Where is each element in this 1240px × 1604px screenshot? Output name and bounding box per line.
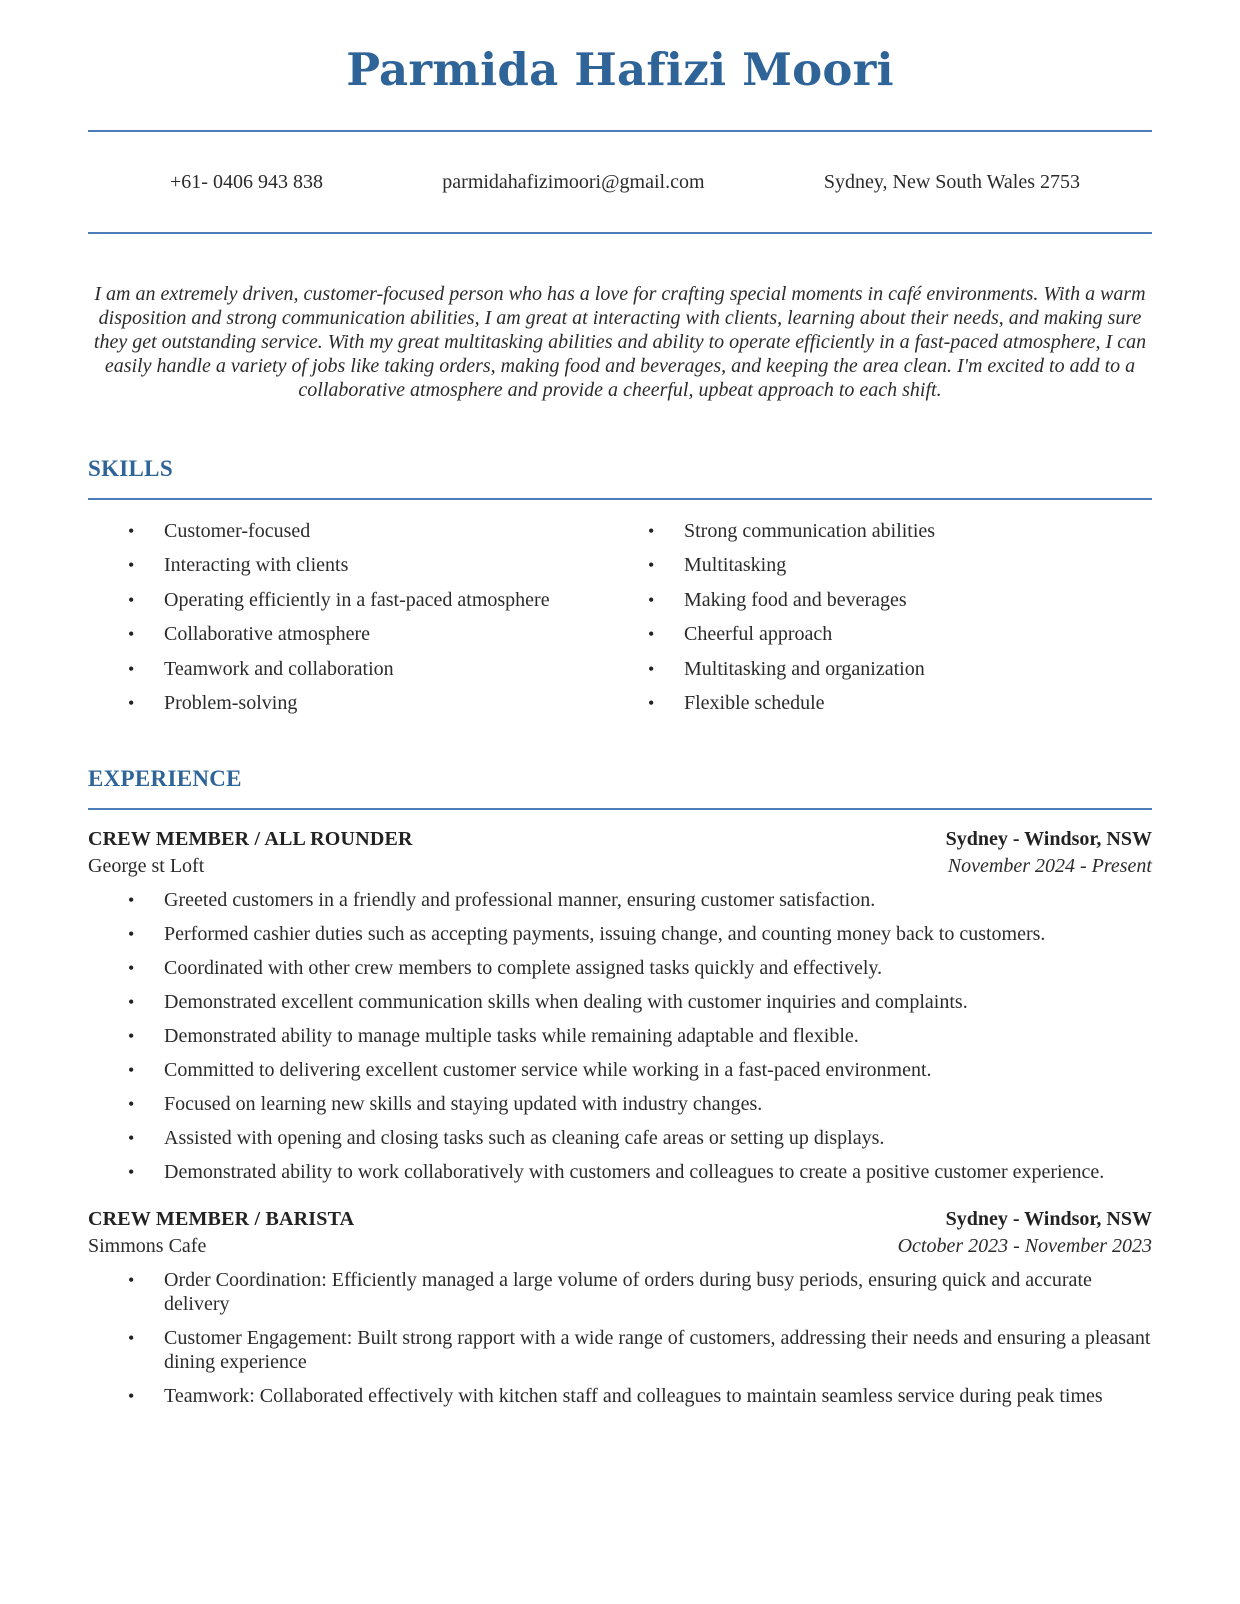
responsibility-item: • Order Coordination: Efficiently managed a large volume of orders during busy periods, ensuring quick and accurate delivery bbox=[88, 1268, 1152, 1316]
job-dates: November 2024 - Present bbox=[947, 855, 1152, 878]
skills-list bbox=[88, 514, 1152, 720]
job-header bbox=[88, 826, 1152, 852]
job-header bbox=[88, 1206, 1152, 1232]
contact-email[interactable]: parmidahafizimoori@gmail.com bbox=[442, 170, 705, 193]
responsibility-item: • Demonstrated ability to manage multiple tasks while remaining adaptable and flexible. bbox=[88, 1024, 1152, 1048]
skill-item: • Multitasking bbox=[608, 548, 1128, 582]
contact-location: Sydney, New South Wales 2753 bbox=[823, 170, 1080, 193]
skill-item: • Problem-solving bbox=[88, 686, 608, 720]
skill-item: • Collaborative atmosphere bbox=[88, 617, 608, 651]
responsibility-item: • Demonstrated excellent communication skills when dealing with customer inquiries and complaints. bbox=[88, 990, 1152, 1014]
job-subheader bbox=[88, 1232, 1152, 1260]
job-dates: October 2023 - November 2023 bbox=[897, 1235, 1152, 1258]
experience-heading: EXPERIENCE bbox=[88, 766, 242, 792]
header-bottom-divider bbox=[88, 232, 1152, 234]
job-company: George st Loft bbox=[88, 855, 205, 878]
job-responsibilities bbox=[88, 1268, 1152, 1408]
skill-item: • Strong communication abilities bbox=[608, 514, 1128, 548]
job-company: Simmons Cafe bbox=[88, 1235, 207, 1258]
responsibility-item: • Customer Engagement: Built strong rapport with a wide range of customers, addressing their needs and ensuring a pleasant dining experience bbox=[88, 1326, 1152, 1374]
job-title: CREW MEMBER / BARISTA bbox=[88, 1208, 355, 1231]
responsibility-item: • Demonstrated ability to work collaboratively with customers and colleagues to create a positive customer experience. bbox=[88, 1160, 1152, 1184]
job-title: CREW MEMBER / ALL ROUNDER bbox=[88, 828, 413, 851]
professional-summary: I am an extremely driven, customer-focused person who has a love for crafting special moments in café environments. With a warm disposition and strong communication abilities, I am great at interacting with clients, learning about their needs, and making sure they get outstanding service. With my great multitasking abilities and ability to operate efficiently in a fast-paced atmosphere, I can easily handle a variety of jobs like taking orders, making food and beverages, and keeping the area clean. I'm excited to add to a collaborative atmosphere and provide a cheerful, upbeat approach to each shift. bbox=[93, 283, 1147, 401]
responsibility-item: • Greeted customers in a friendly and professional manner, ensuring customer satisfaction. bbox=[88, 888, 1152, 912]
skill-item: • Cheerful approach bbox=[608, 617, 1128, 651]
skill-item: • Making food and beverages bbox=[608, 583, 1128, 617]
skills-heading: SKILLS bbox=[88, 456, 173, 481]
skill-item: • Operating efficiently in a fast-paced atmosphere bbox=[88, 583, 608, 617]
job-location: Sydney - Windsor, NSW bbox=[945, 1208, 1152, 1231]
contact-phone: +61- 0406 943 838 bbox=[170, 170, 323, 193]
candidate-name: Parmida Hafizi Moori bbox=[346, 43, 894, 96]
responsibility-item: • Teamwork: Collaborated effectively with kitchen staff and colleagues to maintain seamless service during peak times bbox=[88, 1384, 1152, 1408]
responsibility-item: • Performed cashier duties such as accepting payments, issuing change, and counting money back to customers. bbox=[88, 922, 1152, 946]
skill-item: • Interacting with clients bbox=[88, 548, 608, 582]
skills-divider bbox=[88, 498, 1152, 500]
job-entry bbox=[88, 826, 1152, 1184]
job-entry bbox=[88, 1206, 1152, 1408]
skill-item: • Flexible schedule bbox=[608, 686, 1128, 720]
job-location: Sydney - Windsor, NSW bbox=[945, 828, 1152, 851]
contact-bar bbox=[88, 132, 1152, 232]
skill-item: • Customer-focused bbox=[88, 514, 608, 548]
responsibility-item: • Focused on learning new skills and staying updated with industry changes. bbox=[88, 1092, 1152, 1116]
experience-divider bbox=[88, 808, 1152, 810]
job-subheader bbox=[88, 852, 1152, 880]
responsibility-item: • Committed to delivering excellent customer service while working in a fast-paced environment. bbox=[88, 1058, 1152, 1082]
skill-item: • Teamwork and collaboration bbox=[88, 652, 608, 686]
skill-item: • Multitasking and organization bbox=[608, 652, 1128, 686]
skills-column-left bbox=[88, 514, 608, 720]
job-responsibilities bbox=[88, 888, 1152, 1184]
skills-column-right bbox=[608, 514, 1128, 720]
responsibility-item: • Assisted with opening and closing tasks such as cleaning cafe areas or setting up displays. bbox=[88, 1126, 1152, 1150]
responsibility-item: • Coordinated with other crew members to complete assigned tasks quickly and effectively. bbox=[88, 956, 1152, 980]
